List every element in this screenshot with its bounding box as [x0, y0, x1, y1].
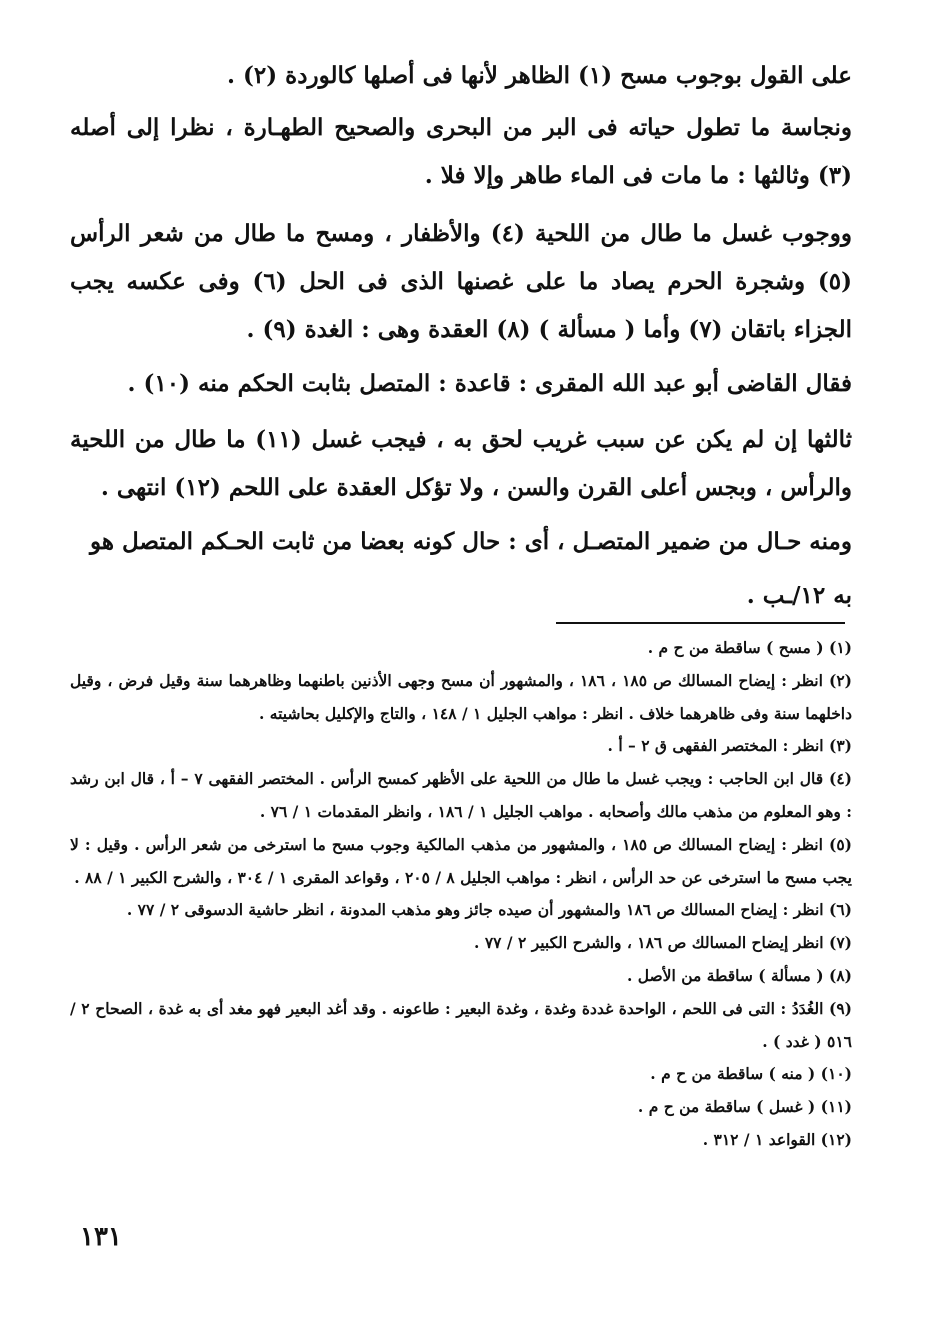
paragraph: ووجوب غسل ما طال من اللحية (٤) والأظفار ، ومسح ما طال من شعر الرأس (٥) وشجرة الحرم يصاد ما على غصنها الذى فى الحل (٦) وفى عكسه يجب الجزاء باتقان (٧) وأما ( مسألة ) (٨) العقدة وهى : الغدة (٩) . — [70, 220, 852, 343]
page-number: ١٣١ — [80, 1222, 122, 1252]
paragraph: به ١٢/ـب . — [746, 582, 852, 609]
main-text — [70, 52, 852, 620]
footnote: (٥) انظر : إيضاح المسالك ص ١٨٥ ، والمشهور من مذهب المالكية وجوب مسح ما استرخى من شعر الرأس . وقيل : لا يجب مسح ما استرخى عن حد الرأس ، انظر : مواهب الجليل ٨ / ٢٠٥ ، وقواعد المقرى ١ / ٣٠٤ ، والشرح الكبير ١ / ٨٨ . — [70, 834, 852, 887]
footnote: (٧) انظر إيضاح المسالك ص ١٨٦ ، والشرح الكبير ٢ / ٧٧ . — [474, 933, 852, 953]
footnote: (١) ( مسح ) ساقطة من ح م . — [647, 638, 852, 657]
footnote: (٩) الغُدَدُ : التى فى اللحم ، الواحدة غددة وغدة ، وغدة البعير : طاعونه . وقد أغد البعير فهو مغد أى به غدة ، الصحاح ٢ / ٥١٦ ( غدد ) . — [70, 998, 852, 1051]
footnote: (٢) انظر : إيضاح المسالك ص ١٨٥ ، ١٨٦ ، والمشهور أن مسح وجهى الأذنين باطنهما وظاهرهما سنة وقيل فرض ، وقيل داخلهما سنة وفى ظاهرهما خلاف . انظر : مواهب الجليل ١ / ١٤٨ ، والتاج والإكليل بحاشيته . — [70, 670, 852, 723]
footnote: (٦) انظر : إيضاح المسالك ص ١٨٦ والمشهور أن صيده جائز وهو مذهب المدونة ، انظر حاشية الدسوقى ٢ / ٧٧ . — [126, 900, 852, 920]
paragraph: ونجاسة ما تطول حياته فى البر من البحرى والصحيح الطهـارة ، نظرا إلى أصله (٣) وثالثها : ما مات فى الماء طاهر وإلا فلا . — [70, 114, 852, 189]
footnotes — [70, 632, 852, 1157]
footnote: (١٠) ( منه ) ساقطة من ح م . — [650, 1064, 852, 1084]
footnote: (٣) انظر : المختصر الفقهى ق ٢ – أ . — [607, 736, 852, 756]
footnote-divider — [556, 622, 845, 624]
paragraph: ومنه حـال من ضمير المتصـل ، أى : حال كونه بعضا من ثابت الحـكم المتصل هو — [90, 528, 852, 555]
footnote: (١٢) القواعد ١ / ٣١٢ . — [702, 1129, 852, 1149]
footnote: (٨) ( مسألة ) ساقطة من الأصل . — [626, 965, 852, 985]
paragraph: على القول بوجوب مسح (١) الظاهر لأنها فى أصلها كالوردة (٢) . — [227, 62, 852, 89]
paragraph: فقال القاضى أبو عبد الله المقرى : قاعدة : المتصل بثابت الحكم منه (١٠) . — [127, 370, 852, 397]
paragraph: ثالثها إن لم يكن عن سبب غريب لحق به ، فيجب غسل (١١) ما طال من اللحية والرأس ، وبجس أعلى القرن والسن ، ولا تؤكل العقدة على اللحم (١٢) انتهى . — [70, 426, 852, 501]
footnote: (١١) ( غسل ) ساقطة من ح م . — [637, 1097, 852, 1117]
footnote: (٤) قال ابن الحاجب : ويجب غسل ما طال من اللحية على الأظهر كمسح الرأس . المختصر الفقهى ٧ – أ ، قال ابن رشد : وهو المعلوم من مذهب مالك وأصحابه . مواهب الجليل ١ / ١٨٦ ، وانظر المقدمات ١ / ٧٦ . — [70, 769, 853, 821]
